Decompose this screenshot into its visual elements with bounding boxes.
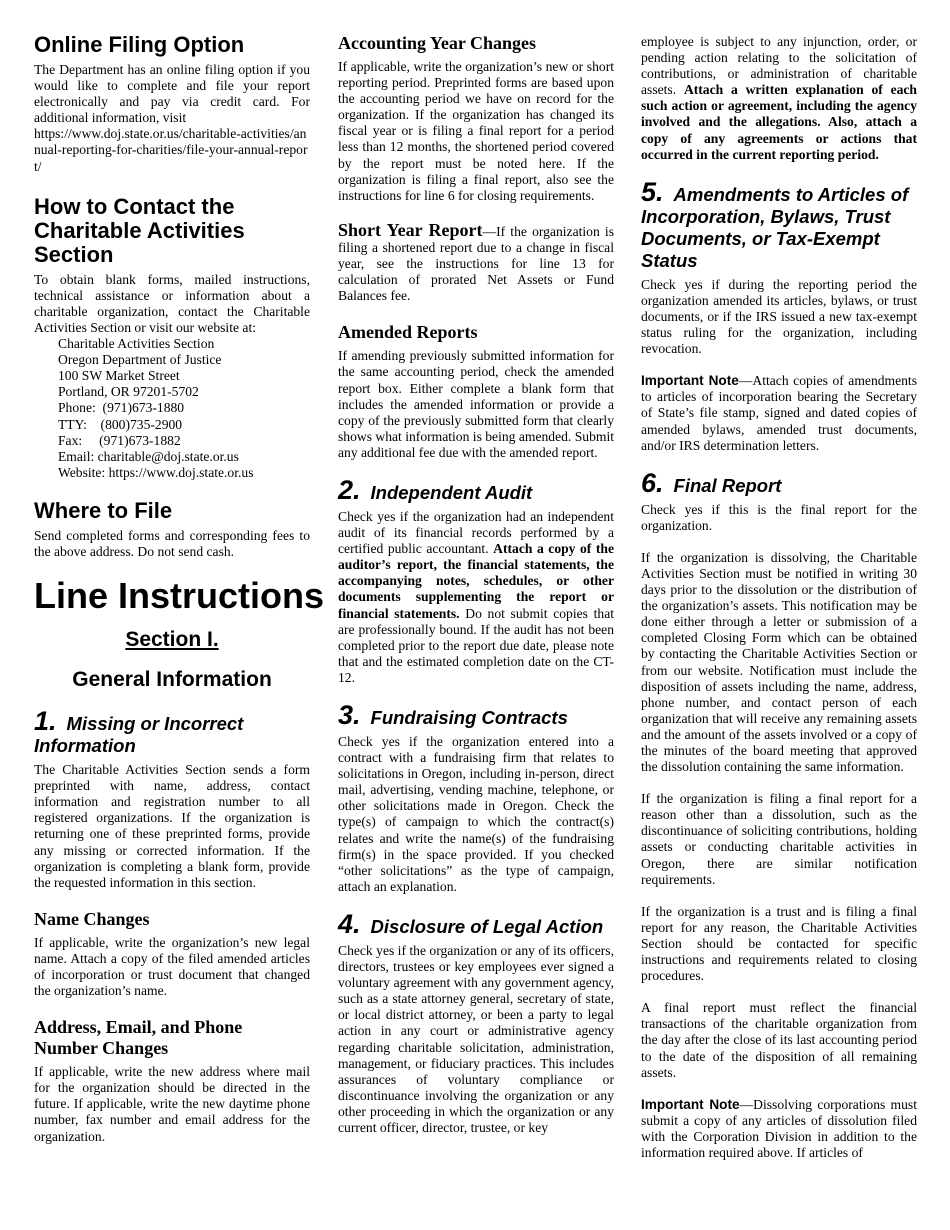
amended-heading: Amended Reports <box>338 322 478 343</box>
item-4-heading <box>338 908 614 939</box>
website-line[interactable]: Website: https://www.doj.state.or.us <box>58 464 254 480</box>
address-line: Oregon Department of Justice <box>58 352 222 368</box>
item-title: Fundraising Contracts <box>370 707 568 728</box>
address-changes-heading: Address, Email, and Phone Number Changes <box>34 1017 243 1059</box>
address-line: Charitable Activities Section <box>58 336 215 352</box>
phone-line: Phone: (971)673-1880 <box>58 400 185 416</box>
address-line: 100 SW Market Street <box>58 368 180 384</box>
general-information-heading: General Information <box>72 668 272 692</box>
contact-text: To obtain blank forms, mailed instructions, technical assistance or information about a charitable organization, contact the Charitable Activities Section or visit our website at: <box>34 271 310 335</box>
fax-line: Fax: (971)673-1882 <box>58 432 181 448</box>
contact-address <box>58 336 310 481</box>
important-note-label: Important Note <box>641 1096 740 1112</box>
item-6-other-reason-text: If the organization is filing a final report for a reason other than a dissolution, such as the discontinuance of soliciting contributions, holding assets or conducting charitable activities in Oregon, there are similar notification requirements. <box>641 791 917 887</box>
line-instructions-heading: Line Instructions <box>34 575 325 617</box>
online-filing-heading: Online Filing Option <box>34 32 245 57</box>
item-title: Missing or Incorrect Information <box>34 713 244 757</box>
short-year-heading: Short Year Report <box>338 219 483 240</box>
item-5-heading <box>641 176 917 272</box>
section-heading: Section I. <box>125 628 219 652</box>
item-number: 6. <box>641 467 664 498</box>
item-6-final-report-text: A final report must reflect the financial transactions of the charitable organization from the day after the close of its last accounting period to the date of the disposition of all remaining assets. <box>641 1000 917 1080</box>
name-changes-heading: Name Changes <box>34 908 150 929</box>
item-title: Independent Audit <box>370 481 533 503</box>
item-number: 3. <box>338 700 361 730</box>
email-line[interactable]: Email: charitable@doj.state.or.us <box>58 448 239 464</box>
contact-heading: How to Contact the Charitable Activities Section <box>34 193 245 267</box>
item-6-heading <box>641 467 917 498</box>
column-3 <box>641 34 917 1161</box>
where-to-file-heading: Where to File <box>34 497 173 523</box>
important-note-label: Important Note <box>641 373 739 389</box>
address-changes-text: If applicable, write the new address where mail for the organization should be directed in the future. If applicable, write the new daytime phone number, fax number and email address for the organization. <box>34 1064 310 1144</box>
item-number: 4. <box>338 908 361 939</box>
online-filing-url[interactable]: https://www.doj.state.or.us/charitable-activities/annual-reporting-for-charities/file-your-annual-report/ <box>34 126 308 174</box>
item-4-text: Check yes if the organization or any of its officers, directors, trustees or key employees ever signed a voluntary agreement with any government agency, such as a state attorney general, secretary of state, or local district attorney, or been a party to legal action in any court or administrative agency regarding charitable solicitation, administration, management, or fiduciary practices. This includes assurances of voluntary compliance or discontinuance involving the organization or any other proceeding in which the organization or any current officer, director, trustee, or key <box>338 942 614 1135</box>
where-to-file-text: Send completed forms and corresponding fees to the above address. Do not send cash. <box>34 527 310 559</box>
item-3-text: Check yes if the organization entered into a contract with a fundraising firm that relates to solicitations in Oregon, including in-person, direct mail, advertising, vending machine, telephone, or other solicitations made in Oregon. Check the type(s) of campaign to which the contract(s) relates and write the name(s) of the fundraising firm(s) in the space provided. If you checked “other solicitations” as the type of campaign, attach an explanation. <box>338 734 614 894</box>
item-title: Final Report <box>673 474 782 496</box>
item-number: 1. <box>34 706 57 737</box>
column-1 <box>34 32 325 1145</box>
item-6-note: Important Note—Dissolving corporations must submit a copy of any articles of dissolution filed with the Corporation Division in addition to the information required above. If articles of <box>641 1096 917 1160</box>
item-1-text: The Charitable Activities Section sends a form preprinted with name, address, contact information and registration number to all registered organizations. If the organization is returning one of these preprinted forms, provide any missing or corrected information. If the organization is completing a blank form, provide the requested information in this section. <box>34 762 310 890</box>
address-line: Portland, OR 97201-5702 <box>58 384 199 400</box>
accounting-text: If applicable, write the organization’s new or short reporting period. Preprinted forms are based upon the accounting period we have on record for the organization. If the organization has changed its fiscal year or is filing a final report for a period less than 12 months, the shortened period covered by the report must be noted here. If the organization is filing a final report, also see the instructions for line 6 for closing requirements. <box>338 59 614 203</box>
short-year-text: Short Year Report—If the organization is filing a shortened report due to a change in fiscal year, see the instructions for line 13 for calculation of prorated Net Assets or Fund Balances fee. <box>338 219 614 304</box>
accounting-heading: Accounting Year Changes <box>338 33 537 53</box>
tty-line: TTY: (800)735-2900 <box>58 416 183 432</box>
item-4-continued-text: employee is subject to any injunction, order, or pending action relating to the solicitation of contributions, or administration of charitable assets. Attach a written explanation of each such action or agreement, including the agency involved and the allegations. Also, attach a copy of any agreements or actions that occurred in the current reporting period. <box>641 34 917 162</box>
name-changes-text: If applicable, write the organization’s new legal name. Attach a copy of the filed amended articles of incorporation or trust document that changed the organization’s name. <box>34 934 310 999</box>
item-6-text: Check yes if this is the final report for the organization. <box>641 501 917 533</box>
item-5-text: Check yes if during the reporting period the organization amended its articles, bylaws, or trust documents, or if the IRS issued a new tax-exempt status ruling for the organization, including revocation. <box>641 276 917 357</box>
item-3-heading <box>338 700 614 730</box>
item-6-trust-text: If the organization is a trust and is filing a final report for any reason, the Charitable Activities Section should be contacted for specific instructions and requirements related to closing procedures. <box>641 903 917 984</box>
item-number: 5. <box>641 176 664 207</box>
item-1-heading <box>34 706 310 757</box>
column-2 <box>338 33 614 1136</box>
item-5-note: Important Note—Attach copies of amendments to articles of incorporation bearing the Secretary of State’s file stamp, signed and dated copies of amended bylaws, amended trust documents, and/or IRS determination letters. <box>641 373 918 453</box>
item-title: Amendments to Articles of Incorporation, Bylaws, Trust Documents, or Tax-Exempt Status <box>641 183 909 271</box>
item-number: 2. <box>338 474 361 505</box>
item-title: Disclosure of Legal Action <box>370 915 604 937</box>
item-2-heading <box>338 474 614 505</box>
item-2-text: Check yes if the organization had an independent audit of its financial records performed by a certified public accountant. Attach a copy of the auditor’s report, the financial statements, the accompanying notes, schedules, or other documents supplementing the report or financial statements. Do not submit copies that are professionally bound. If the audit has not been completed prior to the report due date, please note that and the estimated completion date on the CT-12. <box>338 508 615 685</box>
item-6-dissolving-text: If the organization is dissolving, the Charitable Activities Section must be notified in writing 30 days prior to the dissolution or the distribution of the organization’s assets. This notification may be done either through a letter or submission of a completed Closing Form which can be obtained by contacting the Charitable Activities Section or from our website. Notification must include the disposition of assets including the name, address, phone number, and contact person of each organization that will receive any remaining assets and the amount of the assets involved or a copy of the minutes of the board meeting that approved the dissolution containing the same information. <box>641 549 917 775</box>
amended-text: If amending previously submitted information for the same accounting period, check the amended report box. Either complete a blank form that includes the amended information or provide a copy of the previously submitted form that clearly shows what information is being amended. Submit any additional fee due with the amended report. <box>338 348 614 460</box>
online-filing-text: The Department has an online filing option if you would like to complete and file your report electronically and pay via credit card. For additional information, visit <box>34 62 310 126</box>
